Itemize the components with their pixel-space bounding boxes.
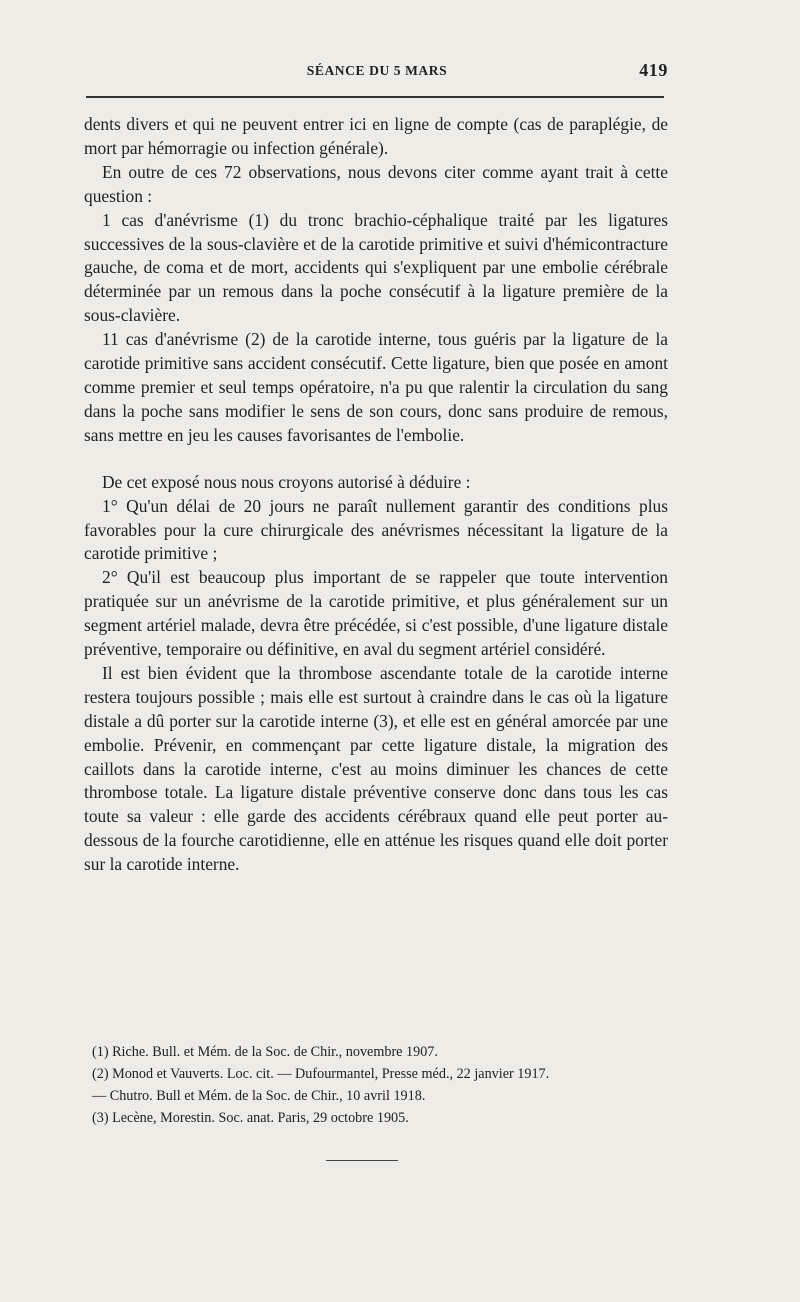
header-rule	[86, 96, 664, 98]
paragraph: 1° Qu'un délai de 20 jours ne paraît nullement garantir des conditions plus favorables pour la cure chirurgicale des anévrismes nécessitant la ligature de la carotide primitive ;	[84, 495, 668, 564]
closing-rule	[326, 1160, 398, 1161]
body-text	[84, 113, 668, 877]
page-number: 419	[639, 60, 668, 80]
paragraph: 2° Qu'il est beaucoup plus important de se rappeler que toute intervention pratiquée sur un anévrisme de la carotide primitive, et plus généralement sur un segment artériel malade, devra être précédée, si c'est possible, d'une ligature distale préventive, temporaire ou définitive, en aval du segment artériel considéré.	[84, 567, 668, 660]
footnote: (3) Lecène, Morestin. Soc. anat. Paris, 29 octobre 1905.	[92, 1110, 409, 1126]
paragraph: 1 cas d'anévrisme (1) du tronc brachio-céphalique traité par les ligatures successives de la sous-clavière et de la carotide primitive et suivi d'hémicontracture gauche, de coma et de mort, accidents qui s'expliquent par une embolie cérébrale déterminée par un remous dans la poche consécutif à la ligature première de la sous-clavière.	[84, 209, 668, 326]
footnote: (2) Monod et Vauverts. Loc. cit. — Dufourmantel, Presse méd., 22 janvier 1917.	[92, 1066, 550, 1082]
running-title: SÉANCE DU 5 MARS	[306, 63, 448, 78]
paragraph: En outre de ces 72 observations, nous devons citer comme ayant trait à cette question :	[84, 161, 668, 206]
footnote: (1) Riche. Bull. et Mém. de la Soc. de Chir., novembre 1907.	[92, 1044, 438, 1060]
paragraph: dents divers et qui ne peuvent entrer ici en ligne de compte (cas de paraplégie, de mort par hémorragie ou infection générale).	[84, 114, 668, 158]
footnotes	[92, 1041, 672, 1129]
running-head	[86, 60, 668, 84]
paragraph: 11 cas d'anévrisme (2) de la carotide interne, tous guéris par la ligature de la carotide primitive sans accident consécutif. Cette ligature, bien que posée en amont comme premier et seul temps opératoire, n'a pu que ralentir la circulation du sang dans la poche sans modifier le sens de son cours, donc sans produire de remous, sans mettre en jeu les causes favorisantes de l'embolie.	[84, 329, 668, 445]
paragraph: De cet exposé nous nous croyons autorisé à déduire :	[102, 471, 471, 492]
footnote: — Chutro. Bull et Mém. de la Soc. de Chir., 10 avril 1918.	[92, 1088, 426, 1104]
paragraph: Il est bien évident que la thrombose ascendante totale de la carotide interne restera toujours possible ; mais elle est surtout à craindre dans le cas où la ligature distale a dû porter sur la carotide interne (3), et elle est en général amorcée par une embolie. Prévenir, en commençant par cette ligature distale, la migration des caillots dans la carotide interne, c'est au moins diminuer les chances de cette thrombose totale. La ligature distale préventive conserve donc dans tous les cas toute sa valeur : elle garde des accidents cérébraux quand elle peut porter au-dessous de la fourche carotidienne, elle en atténue les risques quand elle doit porter sur la carotide interne.	[84, 662, 668, 875]
